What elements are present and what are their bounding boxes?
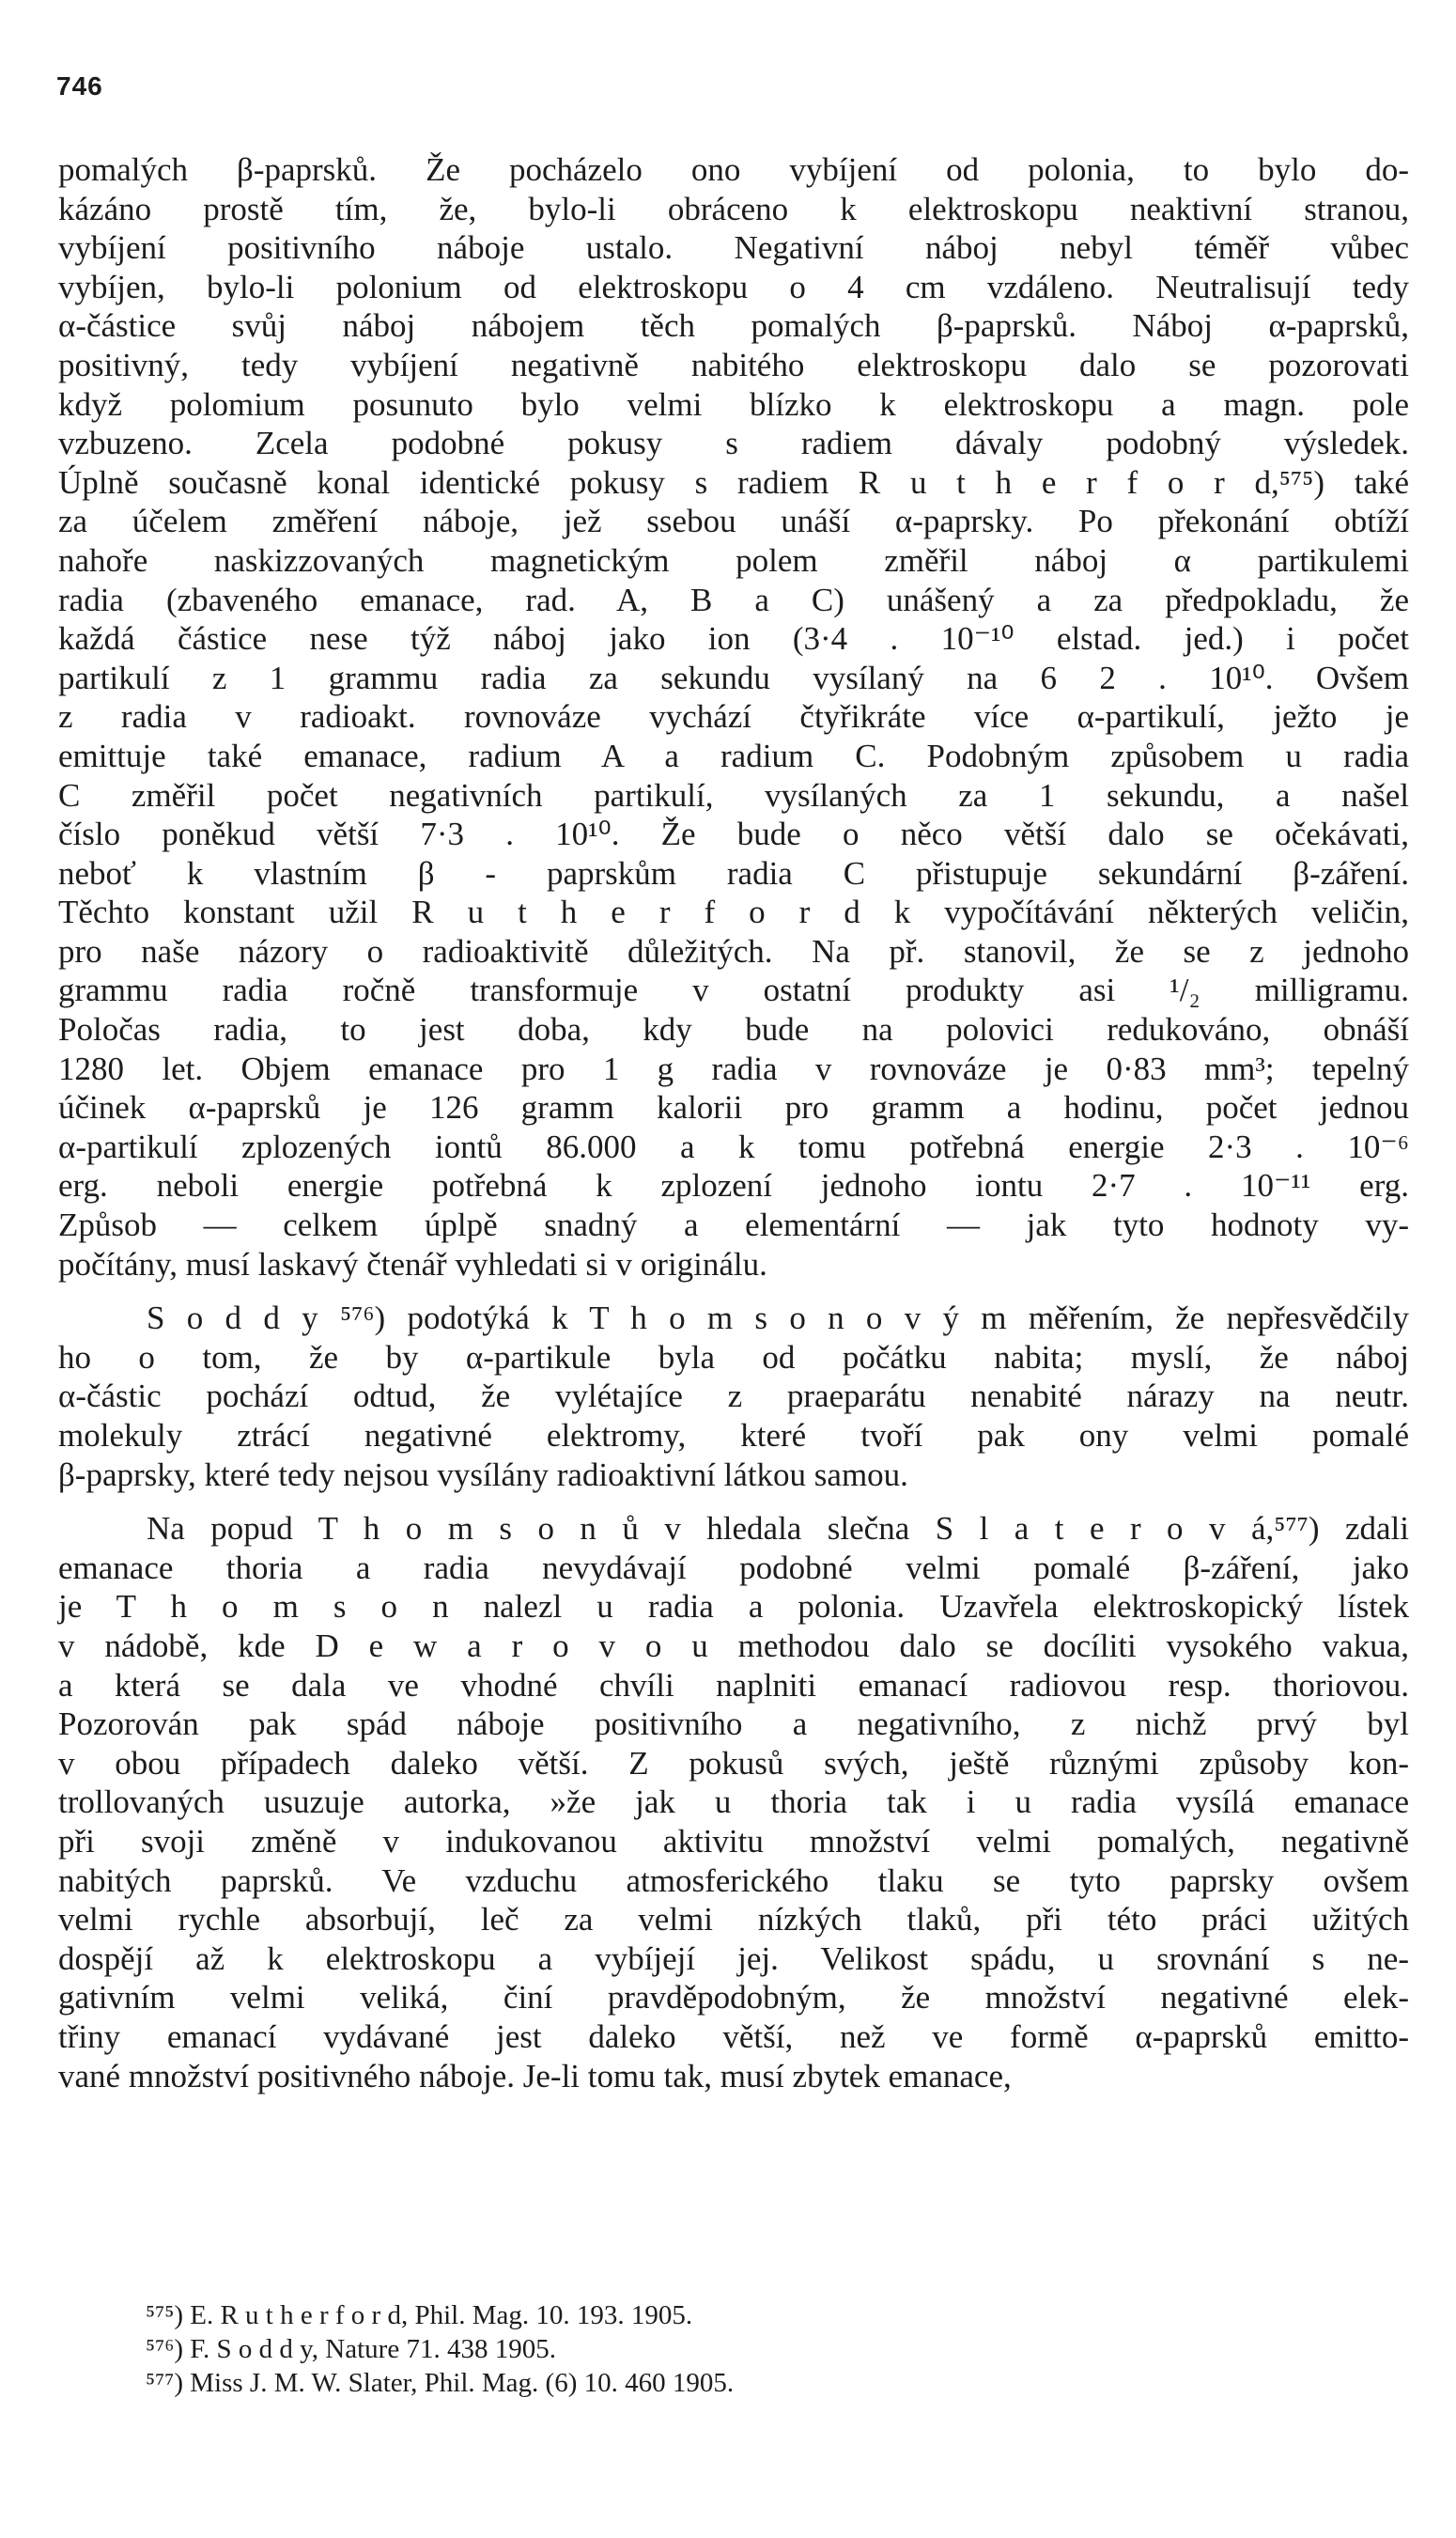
paragraph	[58, 1299, 1409, 1494]
text-line: účinek α-paprsků je 126 gramm kalorii pro gramm a hodinu, počet jednou	[58, 1089, 1409, 1127]
footnote: ⁵⁷⁶) F. S o d d y, Nature 71. 438 1905.	[146, 2334, 556, 2364]
text-line: vané množství positivného náboje. Je-li tomu tak, musí zbytek emanace,	[58, 2057, 1012, 2094]
text-line: C změřil počet negativních partikulí, vysílaných za 1 sekundu, a našel	[58, 776, 1409, 814]
text-line: Těchto konstant užil R u t h e r f o r d k vypočítávání některých veličin,	[58, 894, 1409, 931]
footnote: ⁵⁷⁷) Miss J. M. W. Slater, Phil. Mag. (6) 10. 460 1905.	[146, 2368, 735, 2398]
text-line: partikulí z 1 grammu radia za sekundu vysílaný na 6 2 . 10¹⁰. Ovšem	[58, 659, 1409, 696]
text-line: Úplně současně konal identické pokusy s radiem R u t h e r f o r d,⁵⁷⁵) také	[58, 463, 1409, 501]
text-line: kázáno prostě tím, že, bylo-li obráceno k elektroskopu neaktivní stranou,	[58, 190, 1409, 227]
text-line: Na popud T h o m s o n ů v hledala slečna S l a t e r o v á,⁵⁷⁷) zdali	[147, 1510, 1409, 1548]
text-line: pro naše názory o radioaktivitě důležitých. Na př. stanovil, že se z jednoho	[58, 932, 1409, 970]
text-line: α-partikulí zplozených iontů 86.000 a k tomu potřebná energie 2·3 . 10⁻⁶	[58, 1128, 1409, 1165]
footnote: ⁵⁷⁵) E. R u t h e r f o r d, Phil. Mag. 10. 193. 1905.	[146, 2300, 693, 2330]
text-line: β-paprsky, které tedy nejsou vysílány radioaktivní látkou samou.	[58, 1456, 908, 1493]
text-line: je T h o m s o n nalezl u radia a polonia. Uzavřela elektroskopický lístek	[58, 1588, 1409, 1626]
text-line: počítány, musí laskavý čtenář vyhledati si v originálu.	[58, 1245, 767, 1283]
text-line: grammu radia ročně transformuje v ostatní produkty asi ¹/₂ milligramu.	[58, 972, 1409, 1009]
text-line: emittuje také emanace, radium A a radium C. Podobným způsobem u radia	[58, 737, 1409, 774]
text-line: ho o tom, že by α-partikule byla od počátku nabita; myslí, že náboj	[58, 1338, 1409, 1376]
paragraph	[58, 150, 1409, 1284]
text-line: Pozorován pak spád náboje positivního a negativního, z nichž prvý byl	[58, 1705, 1409, 1743]
text-line: vzbuzeno. Zcela podobné pokusy s radiem dávaly podobný výsledek.	[58, 425, 1409, 462]
text-line: molekuly ztrácí negativné elektromy, které tvoří pak ony velmi pomalé	[58, 1417, 1409, 1454]
text-line: nabitých paprsků. Ve vzduchu atmosferického tlaku se tyto paprsky ovšem	[58, 1861, 1409, 1899]
text-line: za účelem změření náboje, jež ssebou unáší α-paprsky. Po překonání obtíží	[58, 503, 1409, 540]
text-line: emanace thoria a radia nevydávají podobné velmi pomalé β-záření, jako	[58, 1549, 1409, 1586]
text-line: neboť k vlastním β - paprskům radia C přistupuje sekundární β-záření.	[58, 854, 1409, 892]
text-line: positivný, tedy vybíjení negativně nabitého elektroskopu dalo se pozorovati	[58, 346, 1409, 383]
text-line: z radia v radioakt. rovnováze vychází čtyřikráte více α-partikulí, ježto je	[58, 698, 1409, 736]
text-line: nahoře naskizzovaných magnetickým polem změřil náboj α partikulemi	[58, 541, 1409, 579]
text-line: radia (zbaveného emanace, rad. A, B a C) unášený a za předpokladu, že	[58, 581, 1409, 618]
text-line: v nádobě, kde D e w a r o v o u methodou dalo se docíliti vysokého vakua,	[58, 1627, 1409, 1664]
text-line: pomalých β-paprsků. Že pocházelo ono vybíjení od polonia, to bylo do-	[58, 151, 1409, 188]
text-line: dospějí až k elektroskopu a vybíjejí jej. Velikost spádu, u srovnání s ne-	[58, 1939, 1409, 1977]
text-line: Poločas radia, to jest doba, kdy bude na polovici redukováno, obnáší	[58, 1011, 1409, 1049]
page-number: 746	[56, 71, 103, 101]
text-line: α-částic pochází odtud, že vylétajíce z praeparátu nenabité nárazy na neutr.	[58, 1378, 1409, 1415]
text-line: a která se dala ve vhodné chvíli naplniti emanací radiovou resp. thoriovou.	[58, 1666, 1409, 1704]
text-line: gativním velmi veliká, činí pravděpodobným, že množství negativné elek-	[58, 1979, 1409, 2016]
text-line: vybíjen, bylo-li polonium od elektroskopu o 4 cm vzdáleno. Neutralisují tedy	[58, 268, 1409, 305]
text-line: trollovaných usuzuje autorka, »že jak u thoria tak i u radia vysílá emanace	[58, 1783, 1409, 1821]
text-line: erg. neboli energie potřebná k zplození jednoho iontu 2·7 . 10⁻¹¹ erg.	[58, 1167, 1409, 1205]
text-line: α-částice svůj náboj nábojem těch pomalých β-paprsků. Náboj α-paprsků,	[58, 307, 1409, 345]
text-line: číslo poněkud větší 7·3 . 10¹⁰. Že bude o něco větší dalo se očekávati,	[58, 816, 1409, 853]
text-line: v obou případech daleko větší. Z pokusů svých, ještě různými způsoby kon-	[58, 1744, 1409, 1782]
text-line: 1280 let. Objem emanace pro 1 g radia v rovnováze je 0·83 mm³; tepelný	[58, 1050, 1409, 1087]
text-line: Způsob — celkem úplpě snadný a elementární — jak tyto hodnoty vy-	[58, 1207, 1409, 1244]
text-line: při svoji změně v indukovanou aktivitu množství velmi pomalých, negativně	[58, 1822, 1409, 1860]
text-line: třiny emanací vydávané jest daleko větší, než ve formě α-paprsků emitto-	[58, 2017, 1409, 2055]
text-line: S o d d y ⁵⁷⁶) podotýká k T h o m s o n o v ý m měřením, že nepřesvědčily	[147, 1300, 1409, 1337]
body-text	[58, 150, 1409, 2095]
text-line: když polomium posunuto bylo velmi blízko k elektroskopu a magn. pole	[58, 385, 1409, 423]
text-line: velmi rychle absorbují, leč za velmi nízkých tlaků, při této práci užitých	[58, 1901, 1409, 1939]
footnotes	[146, 2298, 1367, 2400]
text-line: vybíjení positivního náboje ustalo. Negativní náboj nebyl téměř vůbec	[58, 229, 1409, 267]
text-line: každá částice nese týž náboj jako ion (3·4 . 10⁻¹⁰ elstad. jed.) i počet	[58, 620, 1409, 658]
paragraph	[58, 1509, 1409, 2095]
